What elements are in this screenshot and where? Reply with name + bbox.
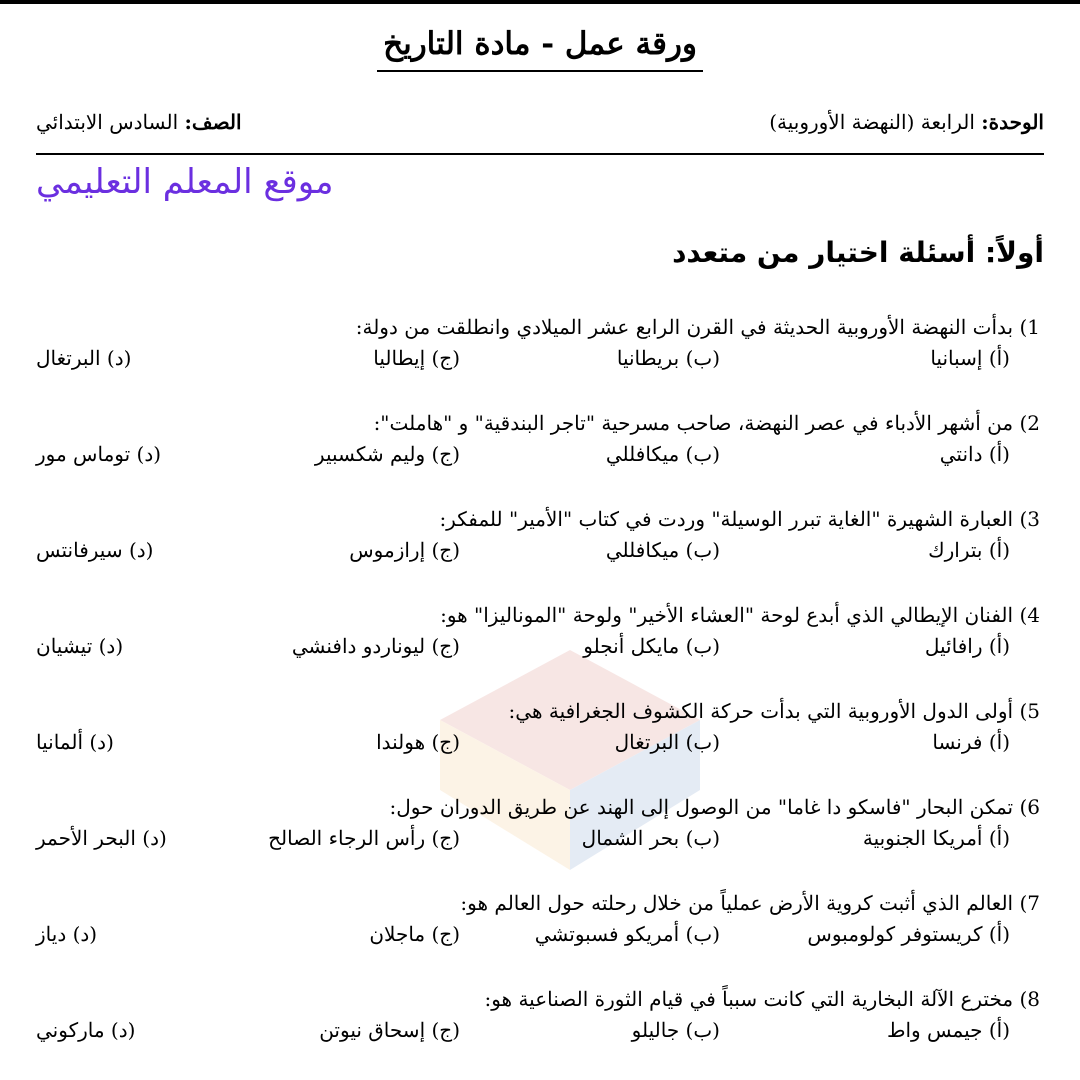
option-a: (أ) جيمس واط xyxy=(886,1018,1010,1042)
option-b: (ب) جاليلو xyxy=(631,1018,720,1042)
option-a: (أ) دانتي xyxy=(939,442,1010,466)
grade-label: الصف: xyxy=(184,110,242,134)
option-c: (ج) إرازموس xyxy=(349,538,460,562)
option-c: (ج) رأس الرجاء الصالح xyxy=(268,826,460,850)
question-4 xyxy=(36,600,1040,662)
option-c: (ج) ماجلان xyxy=(369,922,460,946)
option-a: (أ) رافائيل xyxy=(924,634,1010,658)
question-5 xyxy=(36,696,1040,758)
worksheet-title xyxy=(0,26,1080,72)
question-options xyxy=(36,1014,1040,1046)
worksheet-meta xyxy=(36,110,1044,144)
option-c: (ج) وليم شكسبير xyxy=(314,442,460,466)
worksheet-title-text: ورقة عمل - مادة التاريخ xyxy=(377,26,703,72)
option-d: (د) توماس مور xyxy=(36,442,162,466)
site-name-watermark: موقع المعلم التعليمي xyxy=(36,162,334,202)
unit-label: الوحدة: xyxy=(981,110,1044,134)
question-stem: 8) مخترع الآلة البخارية التي كانت سبباً في قيام الثورة الصناعية هو: xyxy=(484,987,1040,1011)
question-1 xyxy=(36,312,1040,374)
option-d: (د) دياز xyxy=(36,922,98,946)
question-options xyxy=(36,822,1040,854)
question-stem: 2) من أشهر الأدباء في عصر النهضة، صاحب مسرحية "تاجر البندقية" و "هاملت": xyxy=(373,411,1040,435)
question-options xyxy=(36,534,1040,566)
option-d: (د) البحر الأحمر xyxy=(36,826,167,850)
question-8 xyxy=(36,984,1040,1046)
option-a: (أ) فرنسا xyxy=(932,730,1010,754)
question-options xyxy=(36,342,1040,374)
question-options xyxy=(36,630,1040,662)
question-6 xyxy=(36,792,1040,854)
question-options xyxy=(36,726,1040,758)
option-a: (أ) أمريكا الجنوبية xyxy=(862,826,1010,850)
option-c: (ج) إيطاليا xyxy=(373,346,460,370)
question-stem: 6) تمكن البحار "فاسكو دا غاما" من الوصول إلى الهند عن طريق الدوران حول: xyxy=(389,795,1040,819)
top-border-line xyxy=(0,0,1080,4)
option-d: (د) سيرفانتس xyxy=(36,538,154,562)
unit-info xyxy=(769,110,1044,134)
unit-value: الرابعة (النهضة الأوروبية) xyxy=(769,110,975,134)
question-3 xyxy=(36,504,1040,566)
option-d: (د) ألمانيا xyxy=(36,730,114,754)
question-7 xyxy=(36,888,1040,950)
option-b: (ب) مايكل أنجلو xyxy=(583,634,720,658)
question-stem: 4) الفنان الإيطالي الذي أبدع لوحة "العشاء الأخير" ولوحة "الموناليزا" هو: xyxy=(440,603,1040,627)
option-a: (أ) إسبانيا xyxy=(930,346,1010,370)
section-title: أولاً: أسئلة اختيار من متعدد xyxy=(672,236,1044,269)
option-b: (ب) بحر الشمال xyxy=(581,826,720,850)
option-a: (أ) بترارك xyxy=(928,538,1010,562)
grade-info xyxy=(36,110,242,134)
option-d: (د) تيشيان xyxy=(36,634,124,658)
question-options xyxy=(36,438,1040,470)
question-stem: 5) أولى الدول الأوروبية التي بدأت حركة الكشوف الجغرافية هي: xyxy=(508,699,1040,723)
option-b: (ب) ميكافللي xyxy=(605,442,720,466)
option-b: (ب) بريطانيا xyxy=(616,346,720,370)
option-b: (ب) أمريكو فسبوتشي xyxy=(534,922,720,946)
option-d: (د) البرتغال xyxy=(36,346,132,370)
header-divider xyxy=(36,153,1044,155)
question-2 xyxy=(36,408,1040,470)
option-c: (ج) ليوناردو دافنشي xyxy=(291,634,460,658)
question-stem: 3) العبارة الشهيرة "الغاية تبرر الوسيلة" وردت في كتاب "الأمير" للمفكر: xyxy=(439,507,1040,531)
question-stem: 7) العالم الذي أثبت كروية الأرض عملياً من خلال رحلته حول العالم هو: xyxy=(460,891,1040,915)
option-b: (ب) ميكافللي xyxy=(605,538,720,562)
option-c: (ج) إسحاق نيوتن xyxy=(319,1018,460,1042)
option-a: (أ) كريستوفر كولومبوس xyxy=(807,922,1010,946)
option-d: (د) ماركوني xyxy=(36,1018,136,1042)
grade-value: السادس الابتدائي xyxy=(36,110,179,134)
question-stem: 1) بدأت النهضة الأوروبية الحديثة في القرن الرابع عشر الميلادي وانطلقت من دولة: xyxy=(355,315,1040,339)
question-options xyxy=(36,918,1040,950)
option-c: (ج) هولندا xyxy=(376,730,460,754)
option-b: (ب) البرتغال xyxy=(614,730,720,754)
